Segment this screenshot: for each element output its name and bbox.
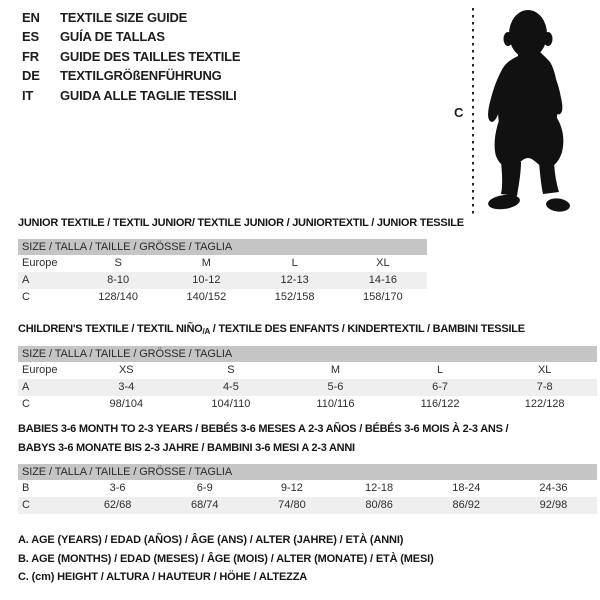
- table-cell: 10-12: [192, 274, 221, 286]
- table-row: [18, 255, 427, 272]
- table-cell: 122/128: [524, 398, 565, 410]
- table-cell: 12-13: [280, 274, 309, 286]
- table-cell: 68/74: [190, 499, 219, 511]
- table-cell: 110/116: [316, 398, 355, 410]
- children-title-subscript: /A: [202, 327, 210, 336]
- children-title-part: CHILDREN'S TEXTILE / TEXTIL NIÑO: [18, 323, 203, 335]
- table-cell: 140/152: [186, 291, 227, 303]
- table-cell: M: [201, 257, 211, 269]
- lang-row-it: [22, 86, 240, 105]
- table-cell: 116/122: [420, 398, 460, 410]
- babies-title-line: BABYS 3-6 MONATE BIS 2-3 JAHRE / BAMBINI 3-6 MESI A 2-3 ANNI: [18, 442, 355, 454]
- table-cell: A: [22, 381, 30, 393]
- lang-code: IT: [22, 87, 34, 103]
- table-row: [18, 480, 597, 497]
- table-cell: 4-5: [222, 381, 239, 393]
- lang-row-fr: [22, 47, 240, 66]
- children-size-table: [18, 346, 597, 413]
- table-row: [18, 396, 597, 413]
- babies-section-title: [18, 420, 508, 458]
- table-cell: XL: [537, 364, 552, 376]
- table-cell: 3-4: [118, 381, 135, 393]
- table-cell: 18-24: [452, 482, 481, 494]
- lang-text: GUÍA DE TALLAS: [60, 29, 165, 45]
- table-cell: 6-9: [196, 482, 213, 494]
- table-cell: S: [114, 257, 122, 269]
- table-cell: 62/68: [103, 499, 132, 511]
- junior-size-table: [18, 239, 427, 306]
- table-cell: 98/104: [109, 398, 144, 410]
- table-cell: C: [22, 291, 30, 303]
- language-title-block: [22, 8, 240, 105]
- lang-text: TEXTILGRÖßENFÜHRUNG: [60, 68, 222, 84]
- table-cell: C: [22, 398, 30, 410]
- table-cell: 86/92: [452, 499, 481, 511]
- junior-section-title: JUNIOR TEXTILE / TEXTIL JUNIOR/ TEXTILE JUNIOR / JUNIORTEXTIL / JUNIOR TESSILE: [18, 217, 464, 229]
- table-cell: 9-12: [280, 482, 303, 494]
- table-cell: L: [291, 257, 298, 269]
- table-row: [18, 272, 427, 289]
- table-cell: A: [22, 274, 30, 286]
- children-title-part: / TEXTILE DES ENFANTS / KINDERTEXTIL / BAMBINI TESSILE: [209, 323, 525, 335]
- height-dashed-line: [472, 8, 474, 216]
- table-cell: 158/170: [362, 291, 403, 303]
- lang-code: FR: [22, 48, 39, 64]
- lang-row-es: [22, 27, 240, 46]
- table-cell: 12-18: [365, 482, 394, 494]
- legend-notes: [18, 531, 434, 587]
- lang-code: ES: [22, 29, 39, 45]
- babies-size-table: [18, 464, 597, 514]
- size-header-band: SIZE / TALLA / TAILLE / GRÖSSE / TAGLIA: [18, 346, 597, 362]
- table-cell: 152/158: [274, 291, 315, 303]
- lang-text: TEXTILE SIZE GUIDE: [60, 10, 188, 25]
- table-cell: 92/98: [539, 499, 568, 511]
- lang-row-de: [22, 66, 240, 85]
- table-cell: 104/110: [211, 398, 251, 410]
- table-cell: Europe: [22, 257, 58, 269]
- table-row: [18, 289, 427, 306]
- lang-code: DE: [22, 68, 40, 84]
- table-cell: S: [227, 364, 235, 376]
- height-measure-label: C: [454, 105, 464, 120]
- toddler-silhouette-icon: [477, 6, 577, 218]
- table-cell: 128/140: [98, 291, 138, 303]
- table-cell: XS: [118, 364, 134, 376]
- table-cell: 74/80: [278, 499, 306, 511]
- legend-note-b: B. AGE (MONTHS) / EDAD (MESES) / ÂGE (MOIS) / ALTER (MONATE) / ETÀ (MESI): [18, 552, 434, 565]
- table-cell: C: [22, 499, 30, 511]
- table-cell: L: [437, 364, 444, 376]
- table-cell: 80/86: [365, 499, 393, 511]
- table-cell: XL: [376, 257, 390, 269]
- table-cell: 6-7: [432, 381, 449, 393]
- table-cell: M: [330, 364, 341, 376]
- legend-note-c: C. (cm) HEIGHT / ALTURA / HAUTEUR / HÖHE / ALTEZZA: [18, 571, 308, 584]
- table-cell: 8-10: [107, 274, 130, 286]
- table-cell: 7-8: [536, 381, 553, 393]
- children-section-title: [18, 323, 525, 336]
- lang-row-en: [22, 8, 240, 27]
- lang-text: GUIDE DES TAILLES TEXTILE: [60, 48, 241, 64]
- table-row: [18, 362, 597, 379]
- table-cell: B: [22, 482, 30, 494]
- size-header-band: SIZE / TALLA / TAILLE / GRÖSSE / TAGLIA: [18, 239, 427, 255]
- table-cell: 24-36: [539, 482, 568, 494]
- size-header-band: SIZE / TALLA / TAILLE / GRÖSSE / TAGLIA: [18, 464, 597, 480]
- babies-title-line: BABIES 3-6 MONTH TO 2-3 YEARS / BEBÉS 3-6 MESES A 2-3 AÑOS / BÉBÉS 3-6 MOIS À 2-3 ANS /: [18, 423, 509, 435]
- table-cell: Europe: [22, 364, 58, 376]
- table-row: [18, 497, 597, 514]
- table-cell: 3-6: [109, 482, 126, 494]
- lang-text: GUIDA ALLE TAGLIE TESSILI: [60, 87, 237, 103]
- lang-code: EN: [22, 10, 40, 25]
- legend-note-a: A. AGE (YEARS) / EDAD (AÑOS) / ÂGE (ANS) / ALTER (JAHRE) / ETÀ (ANNI): [18, 534, 404, 546]
- table-cell: 5-6: [327, 381, 344, 393]
- table-row: [18, 379, 597, 396]
- table-cell: 14-16: [368, 274, 397, 286]
